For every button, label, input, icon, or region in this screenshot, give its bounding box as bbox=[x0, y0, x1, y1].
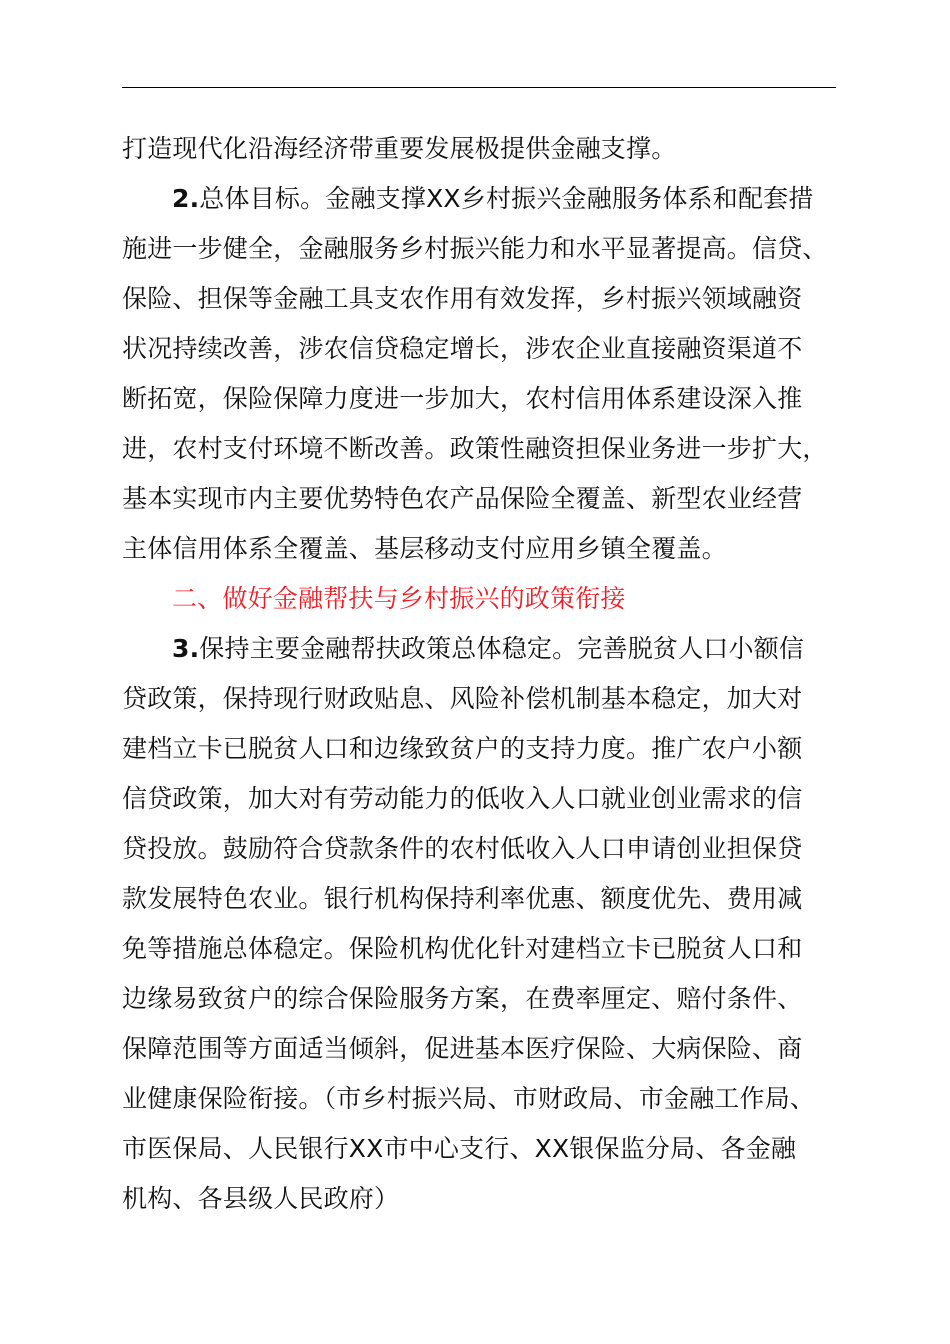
paragraph-line bbox=[172, 632, 804, 666]
paragraph-line: 保险、担保等金融工具支农作用有效发挥，乡村振兴领域融资 bbox=[122, 284, 803, 313]
paragraph-line: 进，农村支付环境不断改善。政策性融资担保业务进一步扩大， bbox=[122, 434, 828, 463]
paragraph-line: 免等措施总体稳定。保险机构优化针对建档立卡已脱贫人口和 bbox=[122, 934, 803, 963]
paragraph-line: 打造现代化沿海经济带重要发展极提供金融支撑。 bbox=[122, 134, 677, 163]
item-number: 3. bbox=[172, 634, 200, 663]
paragraph-line: 信贷政策，加大对有劳动能力的低收入人口就业创业需求的信 bbox=[122, 784, 803, 813]
paragraph-line: 基本实现市内主要优势特色农产品保险全覆盖、新型农业经营 bbox=[122, 484, 803, 513]
paragraph-line: 业健康保险衔接。（市乡村振兴局、市财政局、市金融工作局、 bbox=[122, 1084, 816, 1113]
paragraph-line bbox=[172, 182, 814, 216]
paragraph-line: 机构、各县级人民政府） bbox=[122, 1184, 400, 1213]
paragraph-line: 施进一步健全，金融服务乡村振兴能力和水平显著提高。信贷、 bbox=[122, 234, 828, 263]
paragraph-line: 建档立卡已脱贫人口和边缘致贫户的支持力度。推广农户小额 bbox=[122, 734, 803, 763]
header-rule bbox=[122, 87, 836, 88]
paragraph-line: 断拓宽，保险保障力度进一步加大，农村信用体系建设深入推 bbox=[122, 384, 803, 413]
paragraph-line: 边缘易致贫户的综合保险服务方案，在费率厘定、赔付条件、 bbox=[122, 984, 803, 1013]
section-heading: 二、做好金融帮扶与乡村振兴的政策衔接 bbox=[172, 584, 626, 613]
paragraph-text: 总体目标。金融支撑XX乡村振兴金融服务体系和配套措 bbox=[199, 184, 814, 213]
paragraph-line: 款发展特色农业。银行机构保持利率优惠、额度优先、费用减 bbox=[122, 884, 803, 913]
paragraph-line: 贷投放。鼓励符合贷款条件的农村低收入人口申请创业担保贷 bbox=[122, 834, 803, 863]
paragraph-line: 保障范围等方面适当倾斜，促进基本医疗保险、大病保险、商 bbox=[122, 1034, 803, 1063]
paragraph-line: 主体信用体系全覆盖、基层移动支付应用乡镇全覆盖。 bbox=[122, 534, 727, 563]
item-number: 2. bbox=[172, 184, 200, 213]
paragraph-line: 贷政策，保持现行财政贴息、风险补偿机制基本稳定，加大对 bbox=[122, 684, 803, 713]
paragraph-line: 状况持续改善，涉农信贷稳定增长，涉农企业直接融资渠道不 bbox=[122, 334, 803, 363]
paragraph-line: 市医保局、人民银行XX市中心支行、XX银保监分局、各金融 bbox=[122, 1134, 797, 1163]
paragraph-text: 保持主要金融帮扶政策总体稳定。完善脱贫人口小额信 bbox=[199, 634, 805, 663]
